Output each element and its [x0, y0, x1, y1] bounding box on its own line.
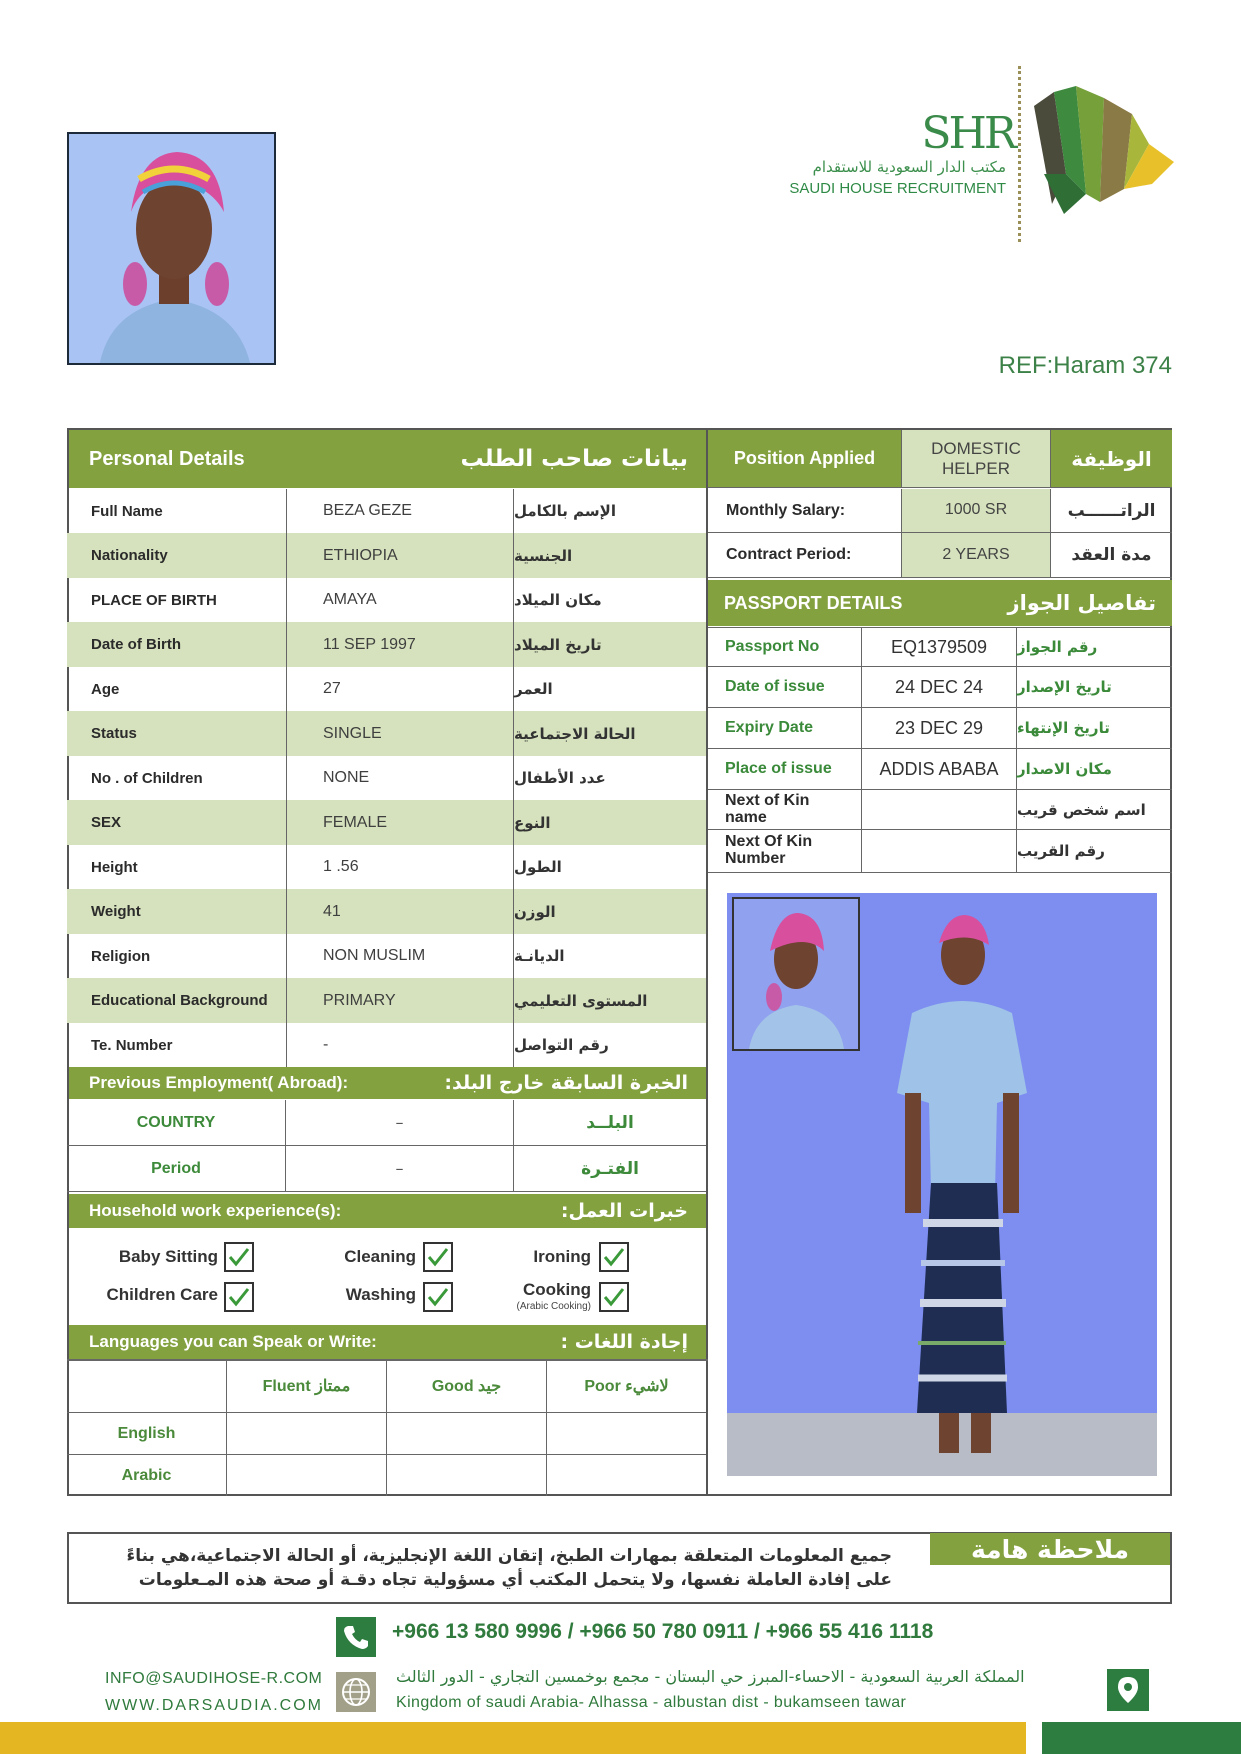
- language-name: English: [67, 1413, 227, 1454]
- passport-title-ar: تفاصيل الجواز: [1007, 591, 1156, 615]
- row-place-of-birth: [67, 578, 706, 622]
- field-label: Te. Number: [67, 1023, 287, 1067]
- language-name: Arabic: [67, 1455, 227, 1496]
- field-value: SINGLE: [287, 711, 514, 756]
- personal-details-title-ar: بيانات صاحب الطلب: [460, 446, 688, 472]
- field-label-ar: مكان الاصدار: [1017, 760, 1112, 778]
- field-label: Weight: [67, 889, 287, 934]
- row-religion: [67, 934, 706, 978]
- field-value: 11 SEP 1997: [287, 622, 514, 667]
- important-note-title: ملاحظة هامة: [930, 1533, 1170, 1565]
- field-label-ar: الطول: [514, 858, 562, 876]
- field-value: 23 DEC 29: [862, 708, 1017, 748]
- reference-number: REF:Haram 374: [998, 352, 1172, 379]
- checkmark-icon: [602, 1286, 626, 1308]
- field-label-ar: تاريخ الإنتهاء: [1017, 719, 1110, 737]
- field-label-ar: الوزن: [514, 902, 556, 921]
- skill-children-care: Children Care: [106, 1285, 218, 1304]
- important-note-text: [80, 1544, 892, 1592]
- globe-icon: [336, 1672, 376, 1712]
- languages-title: Languages you can Speak or Write:: [89, 1332, 377, 1351]
- languages-corner: [67, 1360, 227, 1412]
- skill-ironing: Ironing: [533, 1247, 591, 1266]
- logo-map-icon: [1024, 84, 1184, 224]
- field-label: Place of issue: [708, 749, 862, 789]
- passport-row: [708, 708, 1172, 749]
- arabic-good-cell[interactable]: [387, 1455, 547, 1496]
- email-address[interactable]: INFO@SAUDIHOSE-R.COM: [105, 1670, 323, 1687]
- skill-cooking-sublabel: (Arabic Cooking): [516, 1301, 591, 1312]
- field-label-ar: العمر: [514, 680, 553, 698]
- logo-english-name: SAUDI HOUSE RECRUITMENT: [789, 180, 1006, 197]
- checkmark-icon: [426, 1286, 450, 1308]
- field-label: Age: [67, 667, 287, 711]
- row-height: [67, 845, 706, 889]
- address-arabic: المملكة العربية السعودية - الاحساء-المبرز حي البستان - مجمع بوخمسين التجاري - الدور الثالث: [396, 1667, 1025, 1686]
- checkmark-icon: [602, 1246, 626, 1268]
- field-label-ar: الديانـة: [514, 947, 565, 965]
- household-title: Household work experience(s):: [89, 1201, 342, 1220]
- row-weight: [67, 889, 706, 934]
- row-status: [67, 711, 706, 756]
- passport-title: PASSPORT DETAILS: [724, 592, 903, 613]
- check-cooking[interactable]: [599, 1282, 629, 1312]
- field-label: Expiry Date: [708, 708, 862, 748]
- passport-row: [708, 790, 1172, 830]
- contract-label: Contract Period:: [708, 533, 902, 577]
- field-label-ar: اسم شخص قريب: [1017, 800, 1146, 819]
- employment-title-ar: الخبرة السابقة خارج البلد:: [444, 1072, 688, 1094]
- field-value: –: [286, 1100, 514, 1145]
- languages-header: [69, 1325, 706, 1359]
- field-label: Religion: [67, 934, 287, 978]
- passport-row: [708, 667, 1172, 708]
- employment-header: [69, 1067, 706, 1099]
- language-row-english: [67, 1413, 706, 1455]
- applicant-thumbnail-photo: [732, 897, 860, 1051]
- footer-green-bar: [1042, 1722, 1241, 1754]
- row-sex: [67, 800, 706, 845]
- salary-value: 1000 SR: [902, 489, 1051, 532]
- field-label-ar: تاريخ الإصدار: [1017, 678, 1112, 696]
- field-label: Full Name: [67, 489, 287, 533]
- field-label-ar: الإسم بالكامل: [514, 502, 616, 520]
- website-link[interactable]: WWW.DARSAUDIA.COM: [105, 1697, 323, 1714]
- employment-title: Previous Employment( Abroad):: [89, 1073, 349, 1092]
- field-label-ar: تاريخ الميلاد: [514, 635, 602, 654]
- field-label-ar: مكان الميلاد: [514, 591, 602, 609]
- logo-divider: [1018, 66, 1022, 242]
- field-value: ETHIOPIA: [287, 533, 514, 578]
- skill-cooking-label: Cooking: [523, 1280, 591, 1299]
- level-good: Good جيد: [387, 1360, 547, 1412]
- english-good-cell[interactable]: [387, 1413, 547, 1454]
- household-title-ar: خبرات العمل:: [560, 1200, 688, 1222]
- language-row-arabic: [67, 1455, 706, 1496]
- row-age: [67, 667, 706, 711]
- note-line-2: على إفادة العاملة نفسها، ولا يتحمل المكتب أي مسؤولية تجاه دقـة أو صحة هذه المـعلومات: [138, 1570, 892, 1590]
- field-label: SEX: [67, 800, 287, 845]
- field-label-ar: النوع: [514, 813, 551, 832]
- personal-details-header: [69, 430, 706, 488]
- passport-row: [708, 830, 1172, 873]
- salary-row: [708, 489, 1172, 533]
- contract-label-ar: مدة العقد: [1071, 545, 1152, 565]
- field-label: Status: [67, 711, 287, 756]
- field-value: 41: [287, 889, 514, 934]
- arabic-poor-cell[interactable]: [547, 1455, 706, 1496]
- field-value: 1 .56: [287, 845, 514, 889]
- checkmark-icon: [426, 1246, 450, 1268]
- field-label-ar: رقم التواصل: [514, 1036, 609, 1054]
- applicant-photo: [67, 132, 276, 365]
- field-label: Nationality: [67, 533, 287, 578]
- contract-value: 2 YEARS: [902, 533, 1051, 577]
- passport-row: [708, 749, 1172, 790]
- field-label-ar: المستوى التعليمي: [514, 991, 648, 1010]
- passport-row: [708, 627, 1172, 667]
- footer-yellow-bar: [0, 1722, 1026, 1754]
- row-children: [67, 756, 706, 800]
- checkmark-icon: [227, 1286, 251, 1308]
- field-label: Next Of Kin Number: [708, 830, 862, 872]
- skill-cooking: [478, 1280, 591, 1312]
- field-value: EQ1379509: [862, 628, 1017, 666]
- field-label-ar: رقم القريب: [1017, 842, 1105, 860]
- check-ironing[interactable]: [599, 1242, 629, 1272]
- position-value: DOMESTIC HELPER: [902, 430, 1051, 487]
- field-label: Date of Birth: [67, 622, 287, 667]
- field-value: NONE: [287, 756, 514, 800]
- address-english: Kingdom of saudi Arabia- Alhassa - albustan dist - bukamseen tawar: [396, 1694, 907, 1711]
- field-value: 27: [287, 667, 514, 711]
- salary-label-ar: الراتــــــب: [1067, 500, 1156, 521]
- field-value: 24 DEC 24: [862, 667, 1017, 707]
- field-label: PLACE OF BIRTH: [67, 578, 287, 622]
- languages-levels-row: [67, 1360, 706, 1413]
- field-label-ar: عدد الأطفال: [514, 769, 606, 787]
- checkmark-icon: [227, 1246, 251, 1268]
- skill-baby-sitting: Baby Sitting: [118, 1247, 218, 1266]
- position-label-ar: الوظيفة: [1051, 430, 1172, 487]
- field-label: No . of Children: [67, 756, 287, 800]
- check-baby-sitting[interactable]: [224, 1242, 254, 1272]
- field-value[interactable]: [862, 830, 1017, 872]
- household-header: [69, 1194, 706, 1228]
- english-fluent-cell[interactable]: [227, 1413, 387, 1454]
- field-value[interactable]: [862, 790, 1017, 829]
- english-poor-cell[interactable]: [547, 1413, 706, 1454]
- level-poor: Poor لاشيء: [584, 1378, 669, 1395]
- row-nationality: [67, 533, 706, 578]
- field-value: PRIMARY: [287, 978, 514, 1023]
- skill-cleaning: Cleaning: [344, 1247, 416, 1266]
- field-label-ar: رقم الجواز: [1017, 638, 1098, 656]
- arabic-fluent-cell[interactable]: [227, 1455, 387, 1496]
- field-value: AMAYA: [287, 578, 514, 622]
- field-value: FEMALE: [287, 800, 514, 845]
- field-label: COUNTRY: [67, 1100, 286, 1145]
- phone-icon: [336, 1617, 376, 1657]
- row-full-name: [67, 489, 706, 533]
- location-pin-icon: [1107, 1669, 1149, 1711]
- position-row: [708, 430, 1172, 488]
- field-value: –: [286, 1146, 514, 1191]
- check-washing[interactable]: [423, 1282, 453, 1312]
- field-value: BEZA GEZE: [287, 489, 514, 533]
- field-label-ar: الجنسية: [514, 546, 573, 565]
- field-value: ADDIS ABABA: [862, 749, 1017, 789]
- field-value: -: [287, 1023, 514, 1067]
- languages-title-ar: إجادة اللغات :: [560, 1331, 688, 1353]
- field-label-ar: الفتـرة: [581, 1158, 639, 1179]
- field-label: Date of issue: [708, 667, 862, 707]
- field-label-ar: الحالة الاجتماعية: [514, 724, 636, 743]
- note-line-1: جميع المعلومات المتعلقة بمهارات الطبخ، إتقان اللغة الإنجليزية، أو الحالة الاجتماعية،هي بناءً: [126, 1546, 892, 1566]
- logo-arabic-name: مكتب الدار السعودية للاستقدام: [812, 158, 1006, 176]
- skill-washing: Washing: [345, 1285, 416, 1304]
- field-label-ar: البلــد: [586, 1112, 634, 1133]
- personal-details-title: Personal Details: [89, 447, 245, 470]
- row-phone: [67, 1023, 706, 1067]
- row-education: [67, 978, 706, 1023]
- salary-label: Monthly Salary:: [708, 489, 902, 532]
- row-employment-period: [67, 1146, 706, 1192]
- field-label: Period: [67, 1146, 286, 1191]
- passport-header: [708, 580, 1172, 626]
- logo-letters: SHR: [921, 108, 1014, 159]
- field-value: NON MUSLIM: [287, 934, 514, 978]
- field-label: Educational Background: [67, 978, 287, 1023]
- field-label: Next of Kin name: [708, 790, 862, 829]
- check-children-care[interactable]: [224, 1282, 254, 1312]
- field-label: Passport No: [708, 628, 862, 666]
- position-label: Position Applied: [708, 430, 902, 487]
- row-date-of-birth: [67, 622, 706, 667]
- row-employment-country: [67, 1100, 706, 1146]
- check-cleaning[interactable]: [423, 1242, 453, 1272]
- contract-row: [708, 533, 1172, 578]
- phone-numbers: +966 13 580 9996 / +966 50 780 0911 / +966 55 416 1118: [392, 1620, 934, 1643]
- level-fluent: Fluent ممتاز: [227, 1360, 387, 1412]
- field-label: Height: [67, 845, 287, 889]
